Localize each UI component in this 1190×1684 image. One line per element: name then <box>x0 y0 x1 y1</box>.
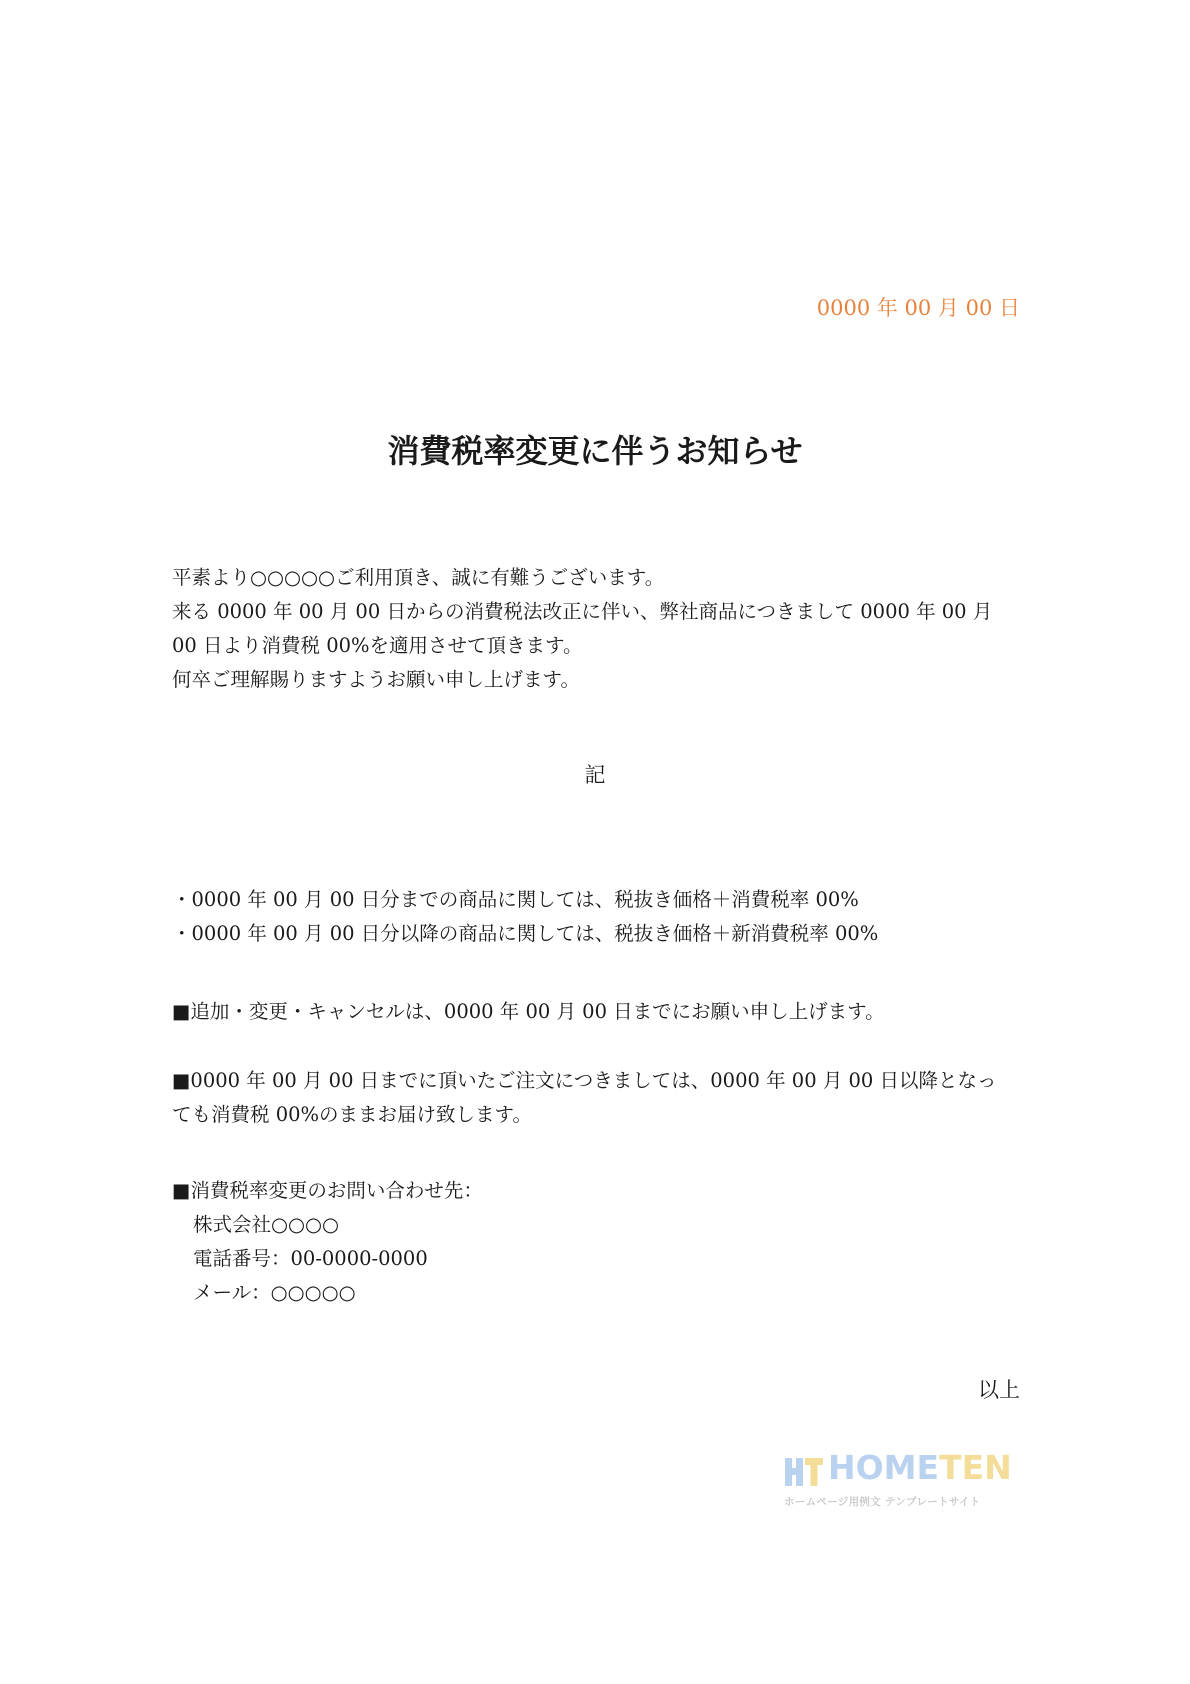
document-title: 消費税率変更に伴うお知らせ <box>387 432 803 470</box>
closing-mark: 以上 <box>978 1378 1020 1402</box>
contact-company: 株式会社○○○○ <box>193 1213 340 1236</box>
intro-line: 平素より○○○○○ご利用頂き、誠に有難うございます。 <box>172 566 665 589</box>
intro-line: 何卒ご理解賜りますようお願い申し上げます。 <box>172 668 580 691</box>
contact-heading: ■消費税率変更のお問い合わせ先： <box>172 1179 483 1202</box>
ki-heading: 記 <box>584 763 606 787</box>
intro-paragraph <box>172 561 1022 697</box>
hometen-logo-wordmark <box>828 1448 1012 1487</box>
notice-line: ■0000 年 00 月 00 日までに頂いたご注文につきましては、0000 年 00 月 00 日以降となっ <box>172 1069 997 1092</box>
logo-text-ten: TEN <box>939 1448 1012 1487</box>
intro-line: 来る 0000 年 00 月 00 日からの消費税法改正に伴い、弊社商品につきまして 0000 年 00 月 <box>172 600 993 623</box>
bullet-item: ・0000 年 00 月 00 日分までの商品に関しては、税抜き価格＋消費税率 00% <box>172 888 859 911</box>
hometen-logo-mark-icon <box>784 1454 824 1488</box>
notice-line: ても消費税 00%のままお届け致します。 <box>172 1103 532 1126</box>
intro-line: 00 日より消費税 00%を適用させて頂きます。 <box>172 634 583 657</box>
notice-line: ■追加・変更・キャンセルは、0000 年 00 月 00 日までにお願い申し上げます。 <box>172 1000 885 1023</box>
hometen-logo <box>784 1448 1014 1512</box>
logo-text-home: HOME <box>828 1448 940 1487</box>
contact-section <box>172 1174 1022 1310</box>
logo-subtitle: ホームページ用例文 テンプレートサイト <box>784 1496 981 1508</box>
notice-cancellation <box>172 995 1022 1029</box>
bullet-item: ・0000 年 00 月 00 日分以降の商品に関しては、税抜き価格＋新消費税率 00% <box>172 922 879 945</box>
notice-orders <box>172 1064 1022 1132</box>
bullet-list <box>172 883 1022 951</box>
contact-email: メール：○○○○○ <box>193 1281 356 1304</box>
document-date: 0000 年 00 月 00 日 <box>816 296 1020 320</box>
contact-phone: 電話番号：00-0000-0000 <box>193 1247 428 1270</box>
